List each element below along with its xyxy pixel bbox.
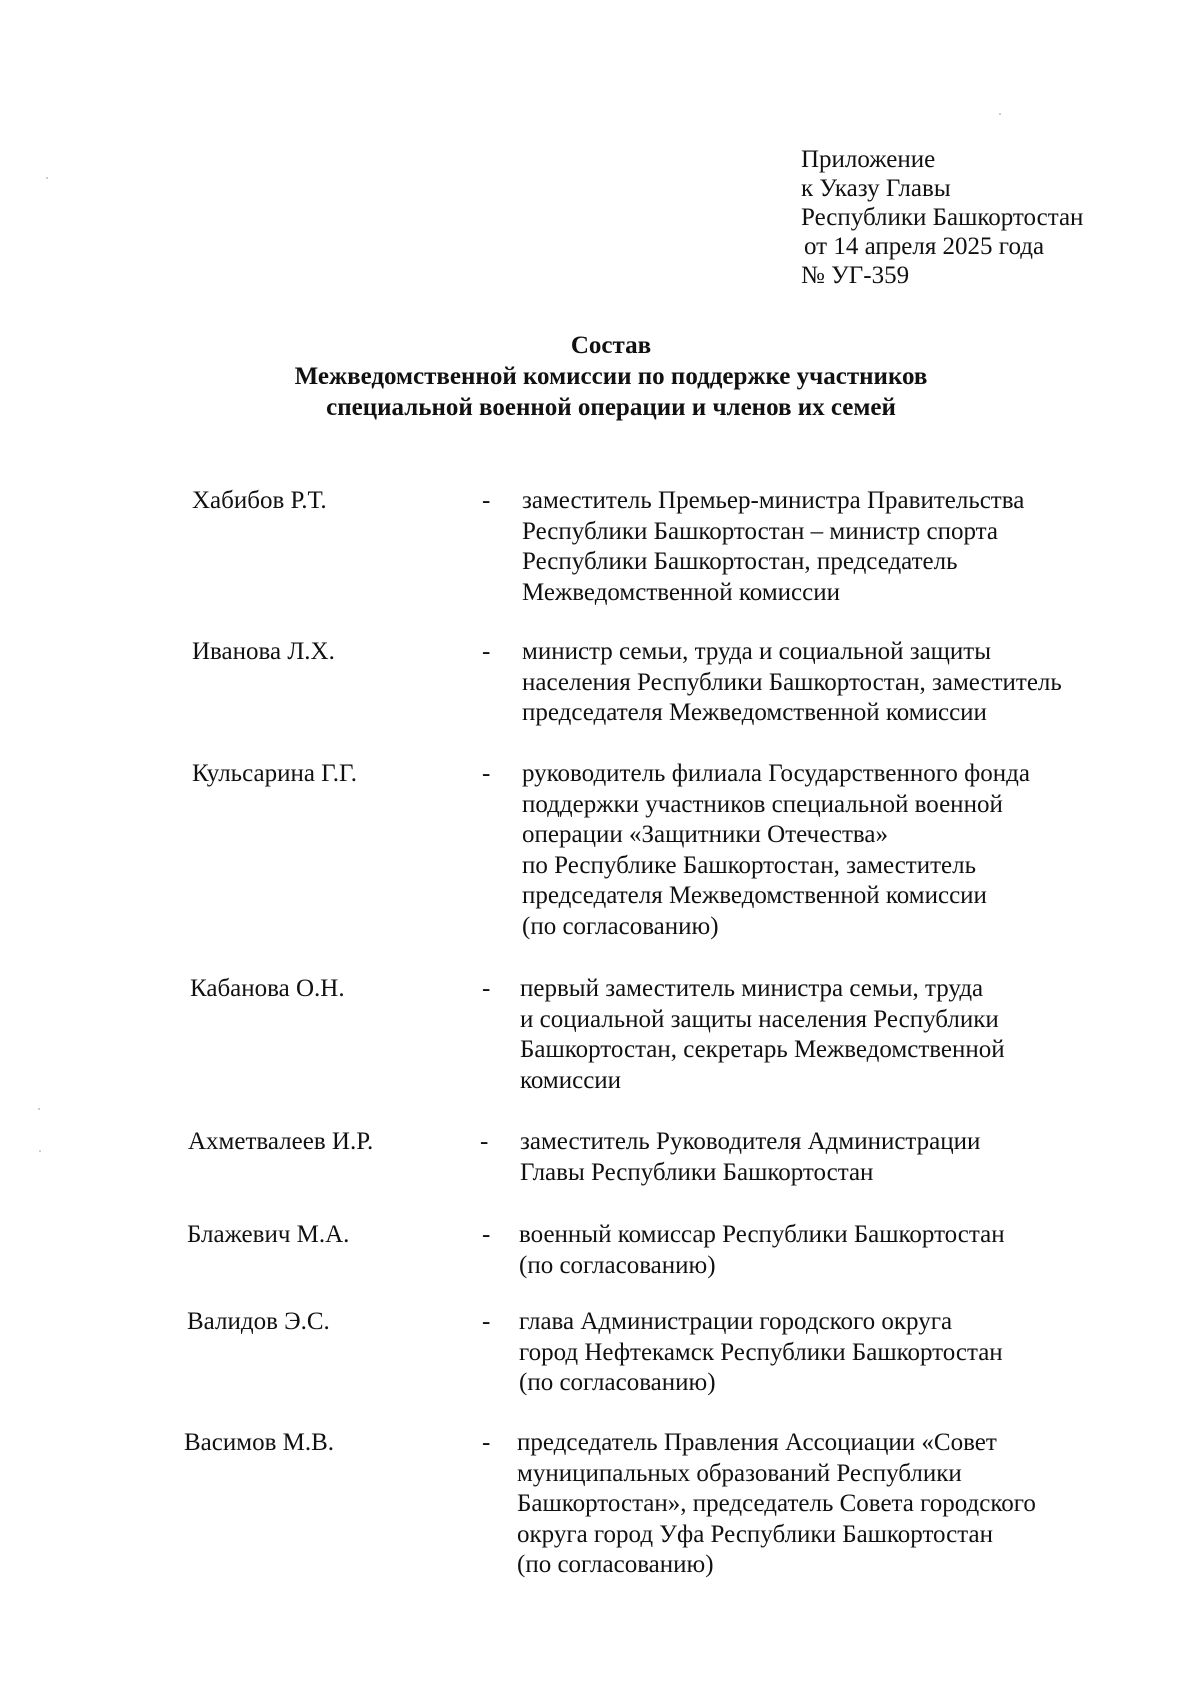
position-line: Республики Башкортостан, председатель	[522, 548, 958, 576]
appendix-line: Республики Башкортостан	[801, 204, 1084, 231]
position-line: заместитель Премьер-министра Правительства	[522, 487, 1025, 514]
position-line: операции «Защитники Отечества»	[522, 821, 889, 849]
scan-speck	[999, 113, 1001, 115]
heading-title: Состав	[570, 332, 652, 359]
member-position	[519, 1220, 1159, 1281]
position-line: глава Администрации городского округа	[519, 1308, 953, 1335]
member-dash: -	[482, 1221, 491, 1248]
appendix-line: № УГ-359	[801, 262, 910, 289]
member-position	[522, 486, 1162, 608]
heading-line: специальной военной операции и членов их семей	[326, 394, 896, 421]
member-position	[522, 759, 1162, 943]
position-line: и социальной защиты населения Республики	[520, 1005, 999, 1033]
position-line: председателя Межведомственной комиссии	[522, 882, 987, 910]
position-line: председатель Правления Ассоциации «Совет	[517, 1429, 997, 1456]
position-line: Башкортостан, секретарь Межведомственной	[520, 1036, 1005, 1064]
member-name: Васимов М.В.	[184, 1429, 335, 1456]
member-position	[517, 1428, 1157, 1581]
position-line: город Нефтекамск Республики Башкортостан	[519, 1338, 1003, 1366]
member-dash: -	[482, 760, 491, 787]
member-dash: -	[480, 1128, 489, 1155]
scan-speck	[39, 1150, 41, 1152]
position-line: Главы Республики Башкортостан	[520, 1158, 874, 1186]
member-position	[519, 1307, 1159, 1399]
position-line: округа город Уфа Республики Башкортостан	[517, 1520, 993, 1548]
position-line: (по согласованию)	[522, 912, 719, 940]
appendix-line: к Указу Главы	[801, 175, 951, 202]
member-position	[520, 974, 1160, 1096]
position-line: (по согласованию)	[519, 1369, 716, 1397]
position-line: заместитель Руководителя Администрации	[520, 1128, 981, 1155]
position-line: военный комиссар Республики Башкортостан	[519, 1221, 1005, 1248]
heading-line: Межведомственной комиссии по поддержке участников	[294, 363, 928, 390]
document-heading	[0, 330, 1200, 423]
member-name: Кульсарина Г.Г.	[192, 760, 357, 787]
appendix-line: Приложение	[801, 146, 936, 173]
member-name: Хабибов Р.Т.	[192, 487, 327, 514]
position-line: руководитель филиала Государственного фонда	[522, 760, 1030, 787]
member-position	[522, 637, 1162, 729]
member-dash: -	[482, 487, 491, 514]
member-dash: -	[482, 1308, 491, 1335]
appendix-line: от 14 апреля 2025 года	[804, 233, 1045, 260]
position-line: по Республике Башкортостан, заместитель	[522, 851, 976, 879]
member-name: Кабанова О.Н.	[190, 975, 345, 1002]
position-line: первый заместитель министра семьи, труда	[520, 975, 984, 1002]
position-line: Башкортостан», председатель Совета городского	[517, 1490, 1036, 1518]
position-line: Республики Башкортостан – министр спорта	[522, 517, 998, 545]
member-name: Иванова Л.Х.	[192, 638, 335, 665]
position-line: (по согласованию)	[519, 1251, 716, 1279]
scan-speck	[38, 1108, 40, 1110]
appendix-block	[801, 145, 1083, 290]
position-line: министр семьи, труда и социальной защиты	[522, 638, 992, 665]
position-line: (по согласованию)	[517, 1551, 714, 1579]
member-dash: -	[482, 1429, 491, 1456]
member-name: Ахметвалеев И.Р.	[188, 1128, 374, 1155]
member-dash: -	[482, 638, 491, 665]
position-line: председателя Межведомственной комиссии	[522, 699, 987, 727]
scan-speck	[46, 177, 48, 179]
position-line: населения Республики Башкортостан, заместитель	[522, 668, 1062, 696]
member-name: Блажевич М.А.	[187, 1221, 350, 1248]
member-dash: -	[482, 975, 491, 1002]
position-line: поддержки участников специальной военной	[522, 790, 1003, 818]
position-line: комиссии	[520, 1066, 622, 1094]
position-line: Межведомственной комиссии	[522, 578, 840, 606]
member-position	[520, 1127, 1160, 1188]
member-name: Валидов Э.С.	[187, 1308, 330, 1335]
position-line: муниципальных образований Республики	[517, 1459, 962, 1487]
